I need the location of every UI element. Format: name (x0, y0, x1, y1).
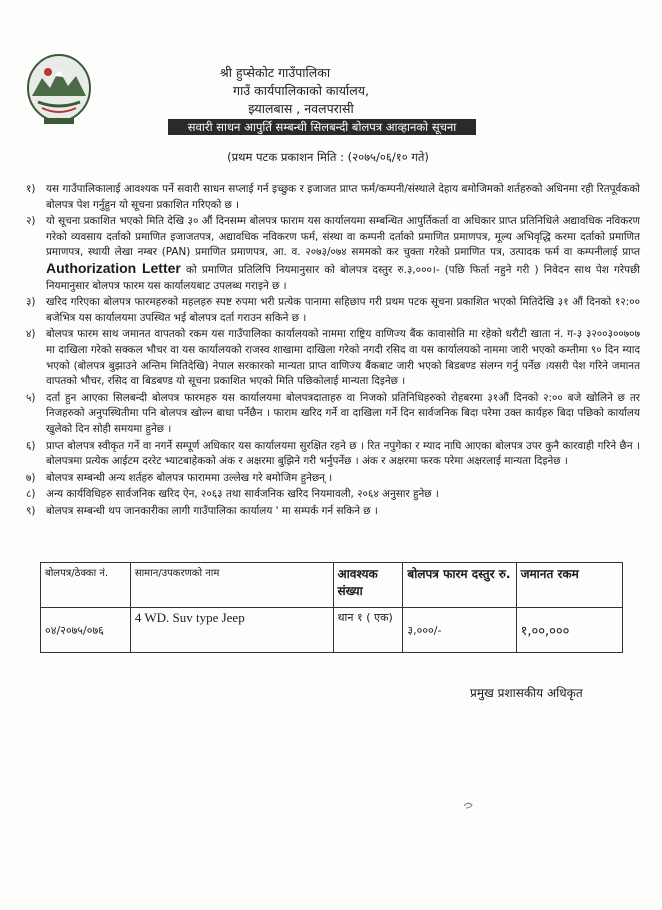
point-number: १) (26, 183, 36, 195)
tender-table (40, 562, 623, 653)
point-text: बोलपत्र सम्बन्धी अन्य शर्तहरु बोलपत्र फाराममा उल्लेख गरे बमोजिम हुनेछन् । (46, 471, 333, 484)
point-text: दर्ता हुन आएका सिलबन्दी बोलपत्र फारमहरु यस कार्यालयमा बोलपत्रदाताहरु वा निजको प्रतिनिधिहरुको रोहबरमा ३१औं दिनको २:०० बजे खोलिने छ तर निजहरुको अनुपस्थितीमा पनि बोलपत्र खोल्न बाधा पर्नेछैन । फाराम खरिद गर्ने वा दाखिला गर्ने दिन सार्वजनिक बिदा परेमा उक्त कार्यहरु बिदा पछिको कार्यालय खुलेको दिन सोही समयमा हुनेछ । (46, 391, 640, 435)
pen-mark-icon (462, 800, 476, 810)
municipality-emblem-icon (24, 52, 94, 128)
notice-point (26, 295, 640, 326)
point-text: खरिद गरिएका बोलपत्र फारमहरुको महलहरु स्पष्ट रुपमा भरी प्रत्येक पानामा सहिछाप गरी प्रथम पटक सूचना प्रकाशित भएको मितिदेखि ३१ औं दिनको १२:०० बजेभित्र यस कार्यालयमा उपस्थित भई बोलपत्र दर्ता गराउन सकिने छ । (46, 296, 640, 324)
point-text-part: को प्रमाणित प्रतिलिपि नियमानुसार को बोलपत्र दस्तुर रु.३,०००।- (पछि फिर्ता नहुने गरी ) निवेदन साथ पेश गरेपछी नियमानुसार बोलपत्र फारम यस कार्यालयबाट उपलब्ध गराइने छ । (46, 263, 640, 292)
point-number: २) (26, 215, 36, 228)
cell-tender-no: ०४/२०७५/०७६ (41, 608, 131, 653)
table-header-row (41, 563, 623, 608)
office-subtitle: गाउँ कार्यपालिकाको कार्यालय, (233, 83, 369, 98)
col-header-quantity: आवश्यक संख्या (333, 563, 403, 608)
notice-point (26, 391, 640, 438)
point-text: प्राप्त बोलपत्र स्वीकृत गर्ने वा नगर्ने सम्पूर्ण अधिकार यस कार्यालयमा सुरक्षित रहने छ । रित नपुगेका र म्याद नाघि आएका बोलपत्र उपर कुनै कारवाही गरिने छैन । बोलपत्रमा प्रत्येक आईटम दररेट भ्याटबाहेकको अंक र अक्षरमा बुझिने गरी भर्नुपर्नेछ । अंक र अक्षरमा फरक परेमा अक्षरलाई मान्यता दिइनेछ । (46, 439, 640, 468)
table-row (41, 608, 623, 653)
publication-date: (प्रथम पटक प्रकाशन मिति : (२०७५/०६/१० गते) (227, 150, 429, 164)
authorization-letter-text: Authorization Letter (46, 259, 181, 276)
point-number: ५) (26, 391, 36, 404)
cell-item-name: 4 WD. Suv type Jeep (130, 608, 333, 653)
office-location: झ्यालबास , नवलपरासी (248, 101, 354, 116)
notice-point (26, 439, 640, 470)
notice-point (26, 182, 640, 213)
cell-deposit: १,००,००० (516, 608, 622, 653)
point-number: ४) (26, 328, 36, 341)
point-number: ८) (26, 488, 36, 501)
point-text (46, 214, 640, 294)
notice-point (26, 327, 640, 389)
notice-title: सवारी साधन आपुर्ति सम्बन्धी सिलबन्दी बोलपत्र आव्हानको सूचना (168, 119, 476, 135)
point-text: यस गाउँपालिकालाई आवश्यक पर्ने सवारी साधन सप्लाई गर्न इच्छुक र इजाजत प्राप्त फर्म/कम्पनी/संस्थाले देहाय बमोजिमको शर्तहरुको अधिनमा रही रितपूर्वकको बोलपत्र पेश गर्नुहुन यो सूचना प्रकाशित गरिएको छ । (46, 183, 640, 211)
notice-points (26, 182, 640, 520)
cell-quantity: थान १ ( एक) (333, 608, 403, 653)
cell-form-fee: ३,०००/- (403, 608, 516, 653)
col-header-tender-no: बोलपत्र/ठेक्का नं. (41, 563, 131, 608)
notice-point (26, 487, 640, 503)
point-number: ९) (26, 504, 36, 517)
col-header-form-fee: बोलपत्र फारम दस्तुर रु. (403, 563, 516, 608)
notice-point (26, 471, 640, 487)
point-text: अन्य कार्यविधिहरु सार्वजनिक खरिद ऐन, २०६३ तथा सार्वजनिक खरिद नियमावली, २०६४ अनुसार हुनेछ । (46, 488, 439, 501)
office-name: श्री हुप्सेकोट गाउँपालिका (219, 65, 331, 80)
point-number: ३) (26, 296, 36, 309)
notice-point (26, 214, 640, 294)
point-text: बोलपत्र सम्बन्धी थप जानकारीका लागी गाउँपालिका कार्यालय ' मा सम्पर्क गर्न सकिने छ । (46, 504, 378, 517)
point-number: ६) (26, 439, 36, 452)
point-number: ७) (26, 471, 36, 484)
col-header-item-name: सामान/उपकरणको नाम (130, 563, 333, 608)
point-text-part: यो सूचना प्रकाशित भएको मिति देखि ३० औं दिनसम्म बोलपत्र फाराम यस कार्यालयमा सम्बन्धित आपुर्तिकर्ता वा अधिकार प्राप्त प्रतिनिधिले अद्यावधिक नविकरण गरेको व्यवसाय दर्ताको प्रमाणित इजाजतपत्र, अद्यावधिक नविकरण फर्म, संस्था वा कम्पनी दर्ताको प्रमाणित प्रमाणपत्र, मूल्य अभिवृद्धि करमा दर्ताको प्रमाणित प्रमाणपत्र, स्थायी लेखा नम्बर (PAN) प्रमाणित प्रमाणपत्र, आ. व. २०७३/०७४ सममको कर चुक्ता गरेको प्रमाणित पत्र, उत्पादक फर्म वा कम्पनीलाई प्राप्त (46, 215, 640, 259)
col-header-deposit: जमानत रकम (516, 563, 622, 608)
signature-title: प्रमुख प्रशासकीय अधिकृत (470, 686, 583, 700)
point-text: बोलपत्र फारम साथ जमानत वापतको रकम यस गाउँपालिका कार्यालयको नाममा राष्ट्रिय वाणिज्य बैंक कावासोति मा रहेको धरौटी खाता नं. ग-३ ३२००३००७०७ मा दाखिला गरेको सक्कल भौचर वा यस कार्यालयको राजस्व शाखामा दाखिला गरेको नगदी रसिद वा यस कार्यालयको नाममा जारी भएको कम्तीमा ९० दिन म्याद भएको (बोलपत्र बुझाउने अन्तिम मितिदेखि) नेपाल सरकारको मान्यता प्राप्त वाणिज्य बैंकबाट जारी भएको बिडबण्ड संलग्न गर्नु पर्नेछ ।यसरी पेश गरिने जमानत वापतको भौचर, रसिद वा बिडबण्ड यो सूचना प्रकाशित भएको मिति पछिकोलाई मान्यता दिइनेछ । (46, 328, 640, 388)
notice-point (26, 504, 640, 520)
